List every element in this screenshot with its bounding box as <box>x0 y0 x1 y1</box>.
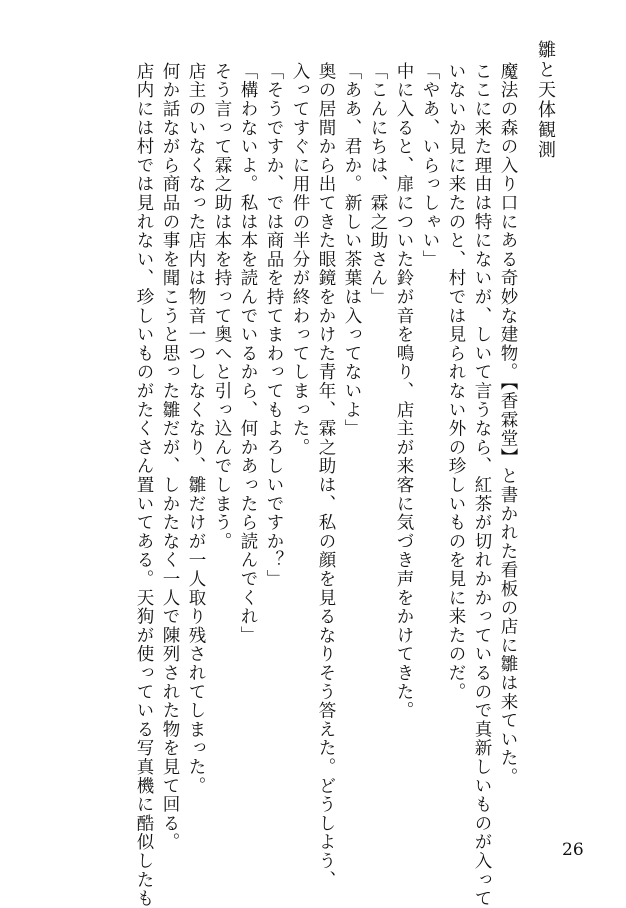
text-line: 店内には村では見れない、珍しいものがたくさん置いてある。天狗が使っている写真機に酷似したも <box>134 62 154 908</box>
text-line: 何か話ながら商品の事を聞こうと思った雛だが、しかたなく一人で陳列された物を見て回る。 <box>160 62 180 852</box>
text-line: 中に入ると、扉についた鈴が音を鳴り、店主が来客に気づき声をかけてきた。 <box>394 62 414 720</box>
text-line: ここに来た理由は特にないが、しいて言うなら、紅茶が切れかかっているので真新しいものが入って <box>472 62 492 908</box>
text-line: いないか見に来たのと、村では見られない外の珍しいものを見に来たのだ。 <box>446 62 466 702</box>
text-line: 「構わないよ。私は本を読んでいるから、何かあったら読んでくれ」 <box>238 62 258 645</box>
text-line: 魔法の森の入り口にある奇妙な建物。【香霖堂】と書かれた看板の店に雛は来ていた。 <box>498 62 518 787</box>
text-line: 奥の居間から出てきた眼鏡をかけた青年、霖之助は、私の顔を見るなりそう答えた。どうしよう、 <box>316 62 336 890</box>
text-line: 「こんにちは、霖之助さん」 <box>368 62 388 307</box>
text-line: 店主のいなくなった店内は物音一つしなくなり、雛だけが一人取り残されてしまった。 <box>186 62 206 796</box>
text-line: 「そうですか、では商品を持てまわってもよろしいですか？」 <box>264 62 284 589</box>
page-number: 26 <box>562 840 584 860</box>
text-line: 「ああ、君か。新しい茶葉は入ってないよ」 <box>342 62 362 438</box>
chapter-title: 雛と天体観測 <box>535 40 556 160</box>
text-line: 「やあ、いらっしゃい」 <box>420 62 440 269</box>
text-line: 入ってすぐに用件の半分が終わってしまった。 <box>290 62 310 457</box>
text-line: そう言って霖之助は本を持って奥へと引っ込んでしまう。 <box>212 62 232 551</box>
